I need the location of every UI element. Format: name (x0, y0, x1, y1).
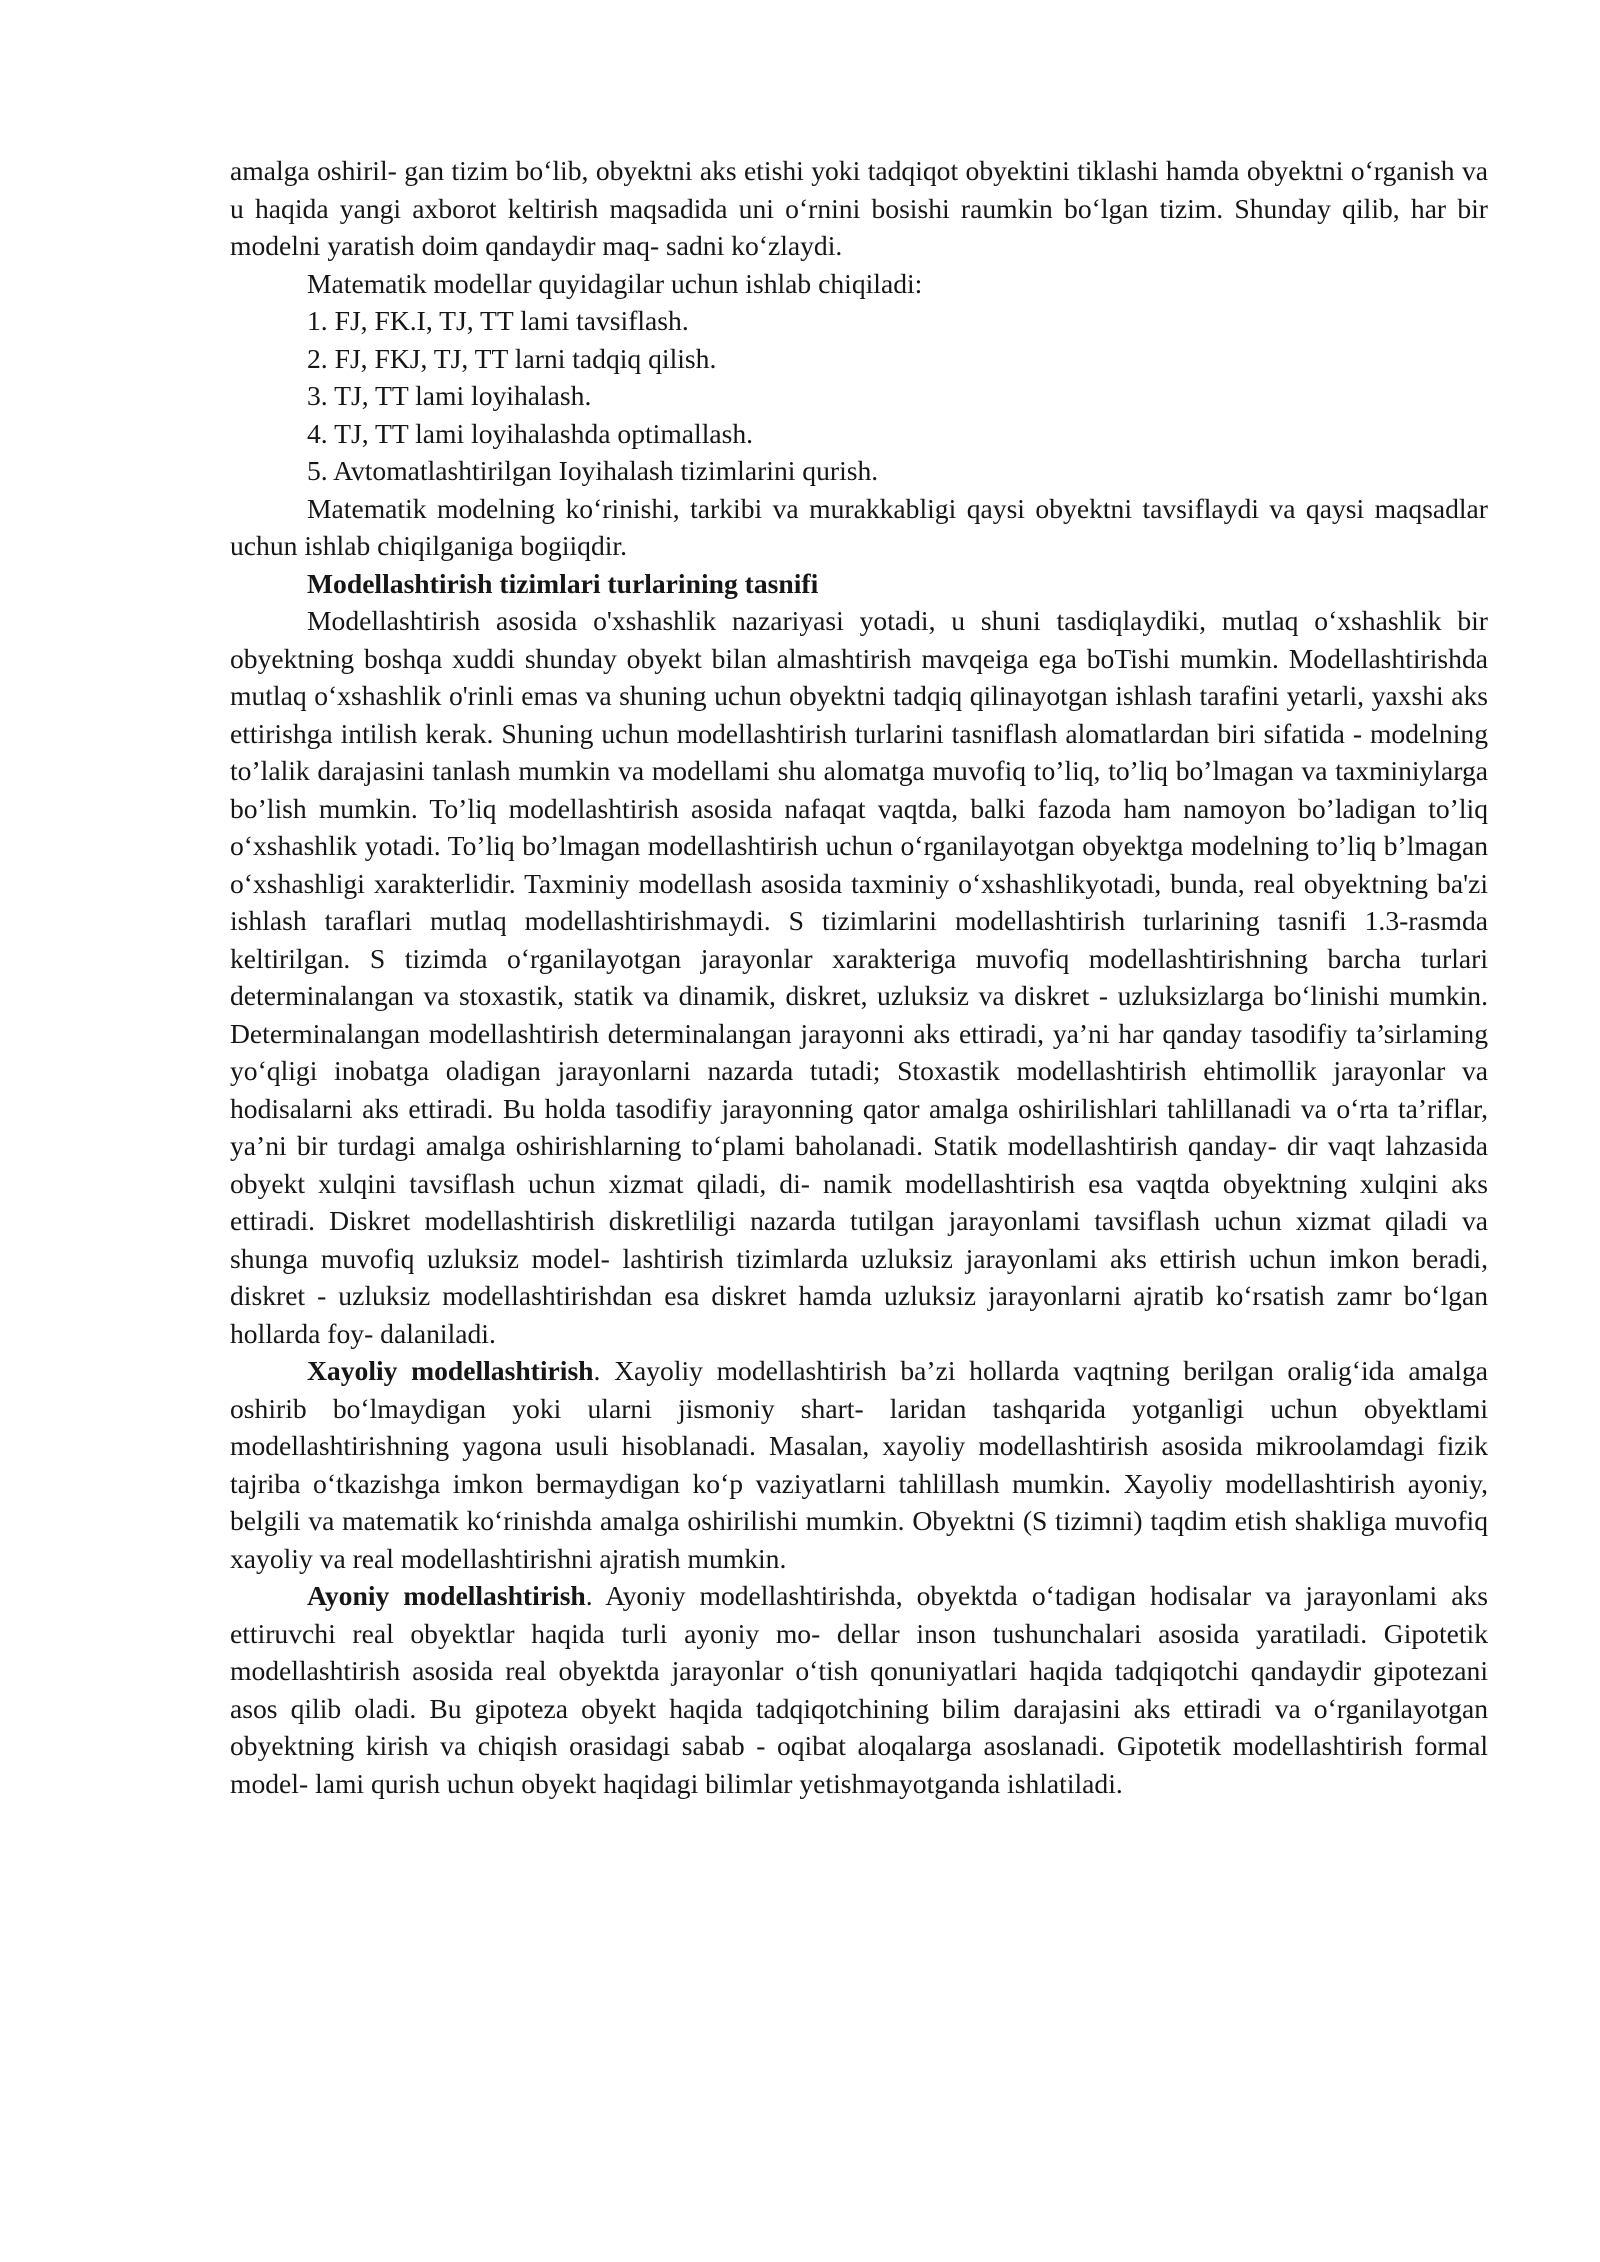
paragraph-intro: amalga oshiril- gan tizim boʻlib, obyektni aks etishi yoki tadqiqot obyektini tiklashi hamda obyektni oʻrganish va u haqida yangi axborot keltirish maqsadida uni oʻrnini bosishi raumkin boʻlgan tizim. Shunday qilib, har bir modelni yaratish doim qandaydir maq- sadni koʻzlaydi. (230, 155, 1488, 261)
term-imaginary-modeling: Xayoliy modellashtirish (307, 1355, 594, 1386)
term-visual-modeling: Ayoniy modellashtirish (307, 1580, 586, 1611)
paragraph-imaginary-modeling (230, 1352, 1488, 1577)
paragraph-model-view: Matematik modelning koʻrinishi, tarkibi va murakkabligi qaysi obyektni tavsiflaydi va qaysi maqsadlar uchun ishlab chiqilganiga bogiiqdir. (230, 492, 1488, 561)
paragraph-visual-modeling-text: . Ayoniy modellashtirishda, obyektda oʻtadigan hodisalar va jarayonlami aks ettiruvchi real obyektlar haqida turli ayoniy mo- dellar inson tushunchalari asosida yaratiladi. Gipotetik modellashtirish asosida real obyektda jarayonlar oʻtish qonuniyatlari haqida tadqiqotchi qandaydir gipotezani asos qilib oladi. Bu gipoteza obyekt haqida tadqiqotchining bilim darajasini aks ettiradi va oʻrganilayotgan obyektning kirish va chiqish orasidagi sabab - oqibat aloqalarga asoslanadi. Gipotetik modellashtirish formal model- lami qurish uchun obyekt haqidagi bilimlar yetishmayotganda ishlatiladi. (230, 1580, 1488, 1799)
paragraph-imaginary-modeling-text: . Xayoliy modellashtirish ba’zi hollarda vaqtning berilgan oraligʻida amalga oshirib boʻlmaydigan yoki ularni jismoniy shart- laridan tashqarida yotganligi uchun obyektlami modellashtirishning yagona usuli hisoblanadi. Masalan, xayoliy modellashtirish asosida mikroolamdagi fizik tajriba oʻtkazishga imkon bermaydigan koʻp vaziyatlarni tahlillash mumkin. Xayoliy modellashtirish ayoniy, belgili va matematik koʻrinishda amalga oshirilishi mumkin. Obyektni (S tizimni) taqdim etish shakliga muvofiq xayoliy va real modellashtirishni ajratish mumkin. (230, 1355, 1488, 1574)
list-item-2: 2. FJ, FKJ, TJ, TT larni tadqiq qilish. (307, 342, 717, 374)
list-item-4: 4. TJ, TT lami loyihalashda optimallash. (307, 417, 754, 449)
list-item-5: 5. Avtomatlashtirilgan Ioyihalash tizimlarini qurish. (307, 455, 879, 486)
paragraph-list-lead: Matematik modellar quyidagilar uchun ishlab chiqiladi: (307, 267, 923, 299)
list-item-1: 1. FJ, FK.I, TJ, TT lami tavsiflash. (307, 305, 689, 336)
document-body (230, 152, 1488, 1802)
section-heading: Modellashtirish tizimlari turlarining tasnifi (307, 567, 819, 599)
paragraph-classification: Modellashtirish asosida o'xshashlik nazariyasi yotadi, u shuni tasdiqlaydiki, mutlaq oʻxshashlik bir obyektning boshqa xuddi shunday obyekt bilan almashtirish mavqeiga ega boTishi mumkin. Modellashtirishda mutlaq oʻxshashlik o'rinli emas va shuning uchun obyektni tadqiq qilinayotgan ishlash tarafini yetarli, yaxshi aks ettirishga intilish kerak. Shuning uchun modellashtirish turlarini tasniflash alomatlardan biri sifatida - modelning to’lalik darajasini tanlash mumkin va modellami shu alomatga muvofiq to’liq, to’liq bo’lmagan va taxminiylarga bo’lish mumkin. To’liq modellashtirish asosida nafaqat vaqtda, balki fazoda ham namoyon bo’ladigan to’liq oʻxshashlik yotadi. To’liq bo’lmagan modellashtirish uchun oʻrganilayotgan obyektga modelning to’liq b’lmagan oʻxshashligi xarakterlidir. Taxminiy modellash asosida taxminiy oʻxshashlikyotadi, bunda, real obyektning ba'zi ishlash taraflari mutlaq modellashtirishmaydi. S tizimlarini modellashtirish turlarining tasnifi 1.3-rasmda keltirilgan. S tizimda oʻrganilayotgan jarayonlar xarakteriga muvofiq modellashtirishning barcha turlari determinalangan va stoxastik, statik va dinamik, diskret, uzluksiz va diskret - uzluksizlarga boʻlinishi mumkin. Determinalangan modellashtirish determinalangan jarayonni aks ettiradi, ya’ni har qanday tasodifiy ta’sirlaming yoʻqligi inobatga oladigan jarayonlarni nazarda tutadi; Stoxastik modellashtirish ehtimollik jarayonlar va hodisalarni aks ettiradi. Bu holda tasodifiy jarayonning qator amalga oshirilishlari tahlillanadi va oʻrta ta’riflar, ya’ni bir turdagi amalga oshirishlarning toʻplami baholanadi. Statik modellashtirish qanday- dir vaqt lahzasida obyekt xulqini tavsiflash uchun xizmat qiladi, di- namik modellashtirish esa vaqtda obyektning xulqini aks ettiradi. Diskret modellashtirish diskretliligi nazarda tutilgan jarayonlami tavsiflash uchun xizmat qiladi va shunga muvofiq uzluksiz model- lashtirish tizimlarda uzluksiz jarayonlami aks ettirish uchun imkon beradi, diskret - uzluksiz modellashtirishdan esa diskret hamda uzluksiz jarayonlarni ajratib koʻrsatish zamr boʻlgan hollarda foy- dalaniladi. (230, 605, 1488, 1349)
list-item-3: 3. TJ, TT lami loyihalash. (307, 380, 592, 411)
paragraph-visual-modeling (230, 1577, 1488, 1802)
